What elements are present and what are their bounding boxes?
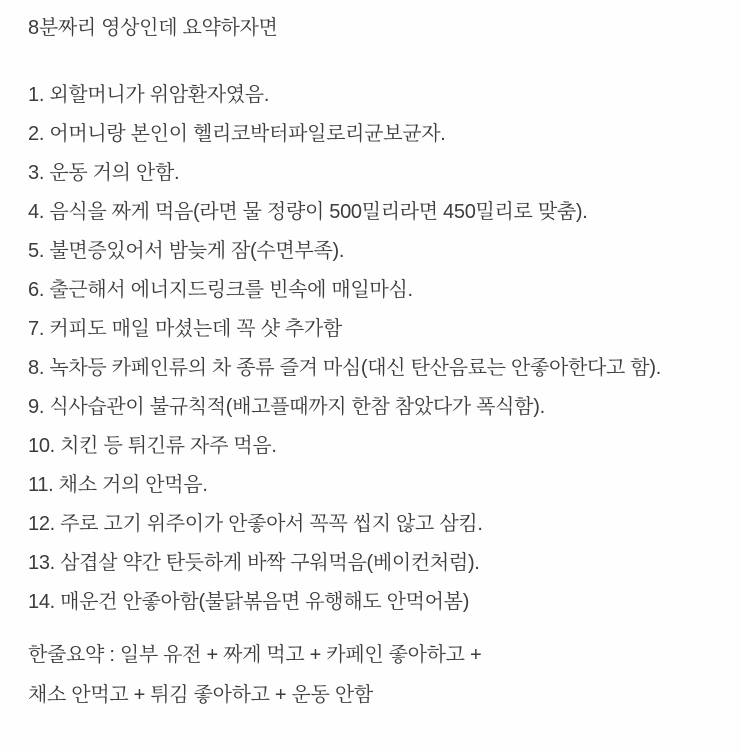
list-item-4: 4. 음식을 짜게 먹음(라면 물 정량이 500밀리라면 450밀리로 맞춤). — [28, 201, 588, 223]
list-item-8: 8. 녹차등 카페인류의 차 종류 즐겨 마심(대신 탄산음료는 안좋아한다고 함). — [28, 357, 661, 379]
list-item-1: 1. 외할머니가 위암환자였음. — [28, 84, 270, 106]
list-item-12: 12. 주로 고기 위주이가 안좋아서 꼭꼭 씹지 않고 삼킴. — [28, 513, 483, 535]
list-item-13: 13. 삼겹살 약간 탄듯하게 바짝 구워먹음(베이컨처럼). — [28, 552, 480, 574]
list-item-7: 7. 커피도 매일 마셨는데 꼭 샷 추가함 — [28, 318, 342, 340]
summary-list — [28, 84, 715, 614]
list-item-14: 14. 매운건 안좋아함(불닭볶음면 유행해도 안먹어봄) — [28, 591, 470, 613]
list-item-5: 5. 불면증있어서 밤늦게 잠(수면부족). — [28, 240, 345, 262]
list-item-3: 3. 운동 거의 안함. — [28, 162, 180, 184]
list-item-6: 6. 출근해서 에너지드링크를 빈속에 매일마심. — [28, 279, 413, 301]
list-item-10: 10. 치킨 등 튀긴류 자주 먹음. — [28, 435, 277, 457]
summary-line-2: 채소 안먹고 + 튀김 좋아하고 + 운동 안함 — [28, 684, 373, 706]
list-item-11: 11. 채소 거의 안먹음. — [28, 474, 208, 496]
summary-line-1: 한줄요약 : 일부 유전 + 짜게 먹고 + 카페인 좋아하고 + — [28, 644, 482, 666]
list-item-9: 9. 식사습관이 불규칙적(배고플때까지 한참 참았다가 폭식함). — [28, 396, 545, 418]
one-line-summary — [28, 644, 715, 707]
post-title: 8분짜리 영상인데 요약하자면 — [28, 17, 278, 39]
list-item-2: 2. 어머니랑 본인이 헬리코박터파일로리균보균자. — [28, 123, 446, 145]
